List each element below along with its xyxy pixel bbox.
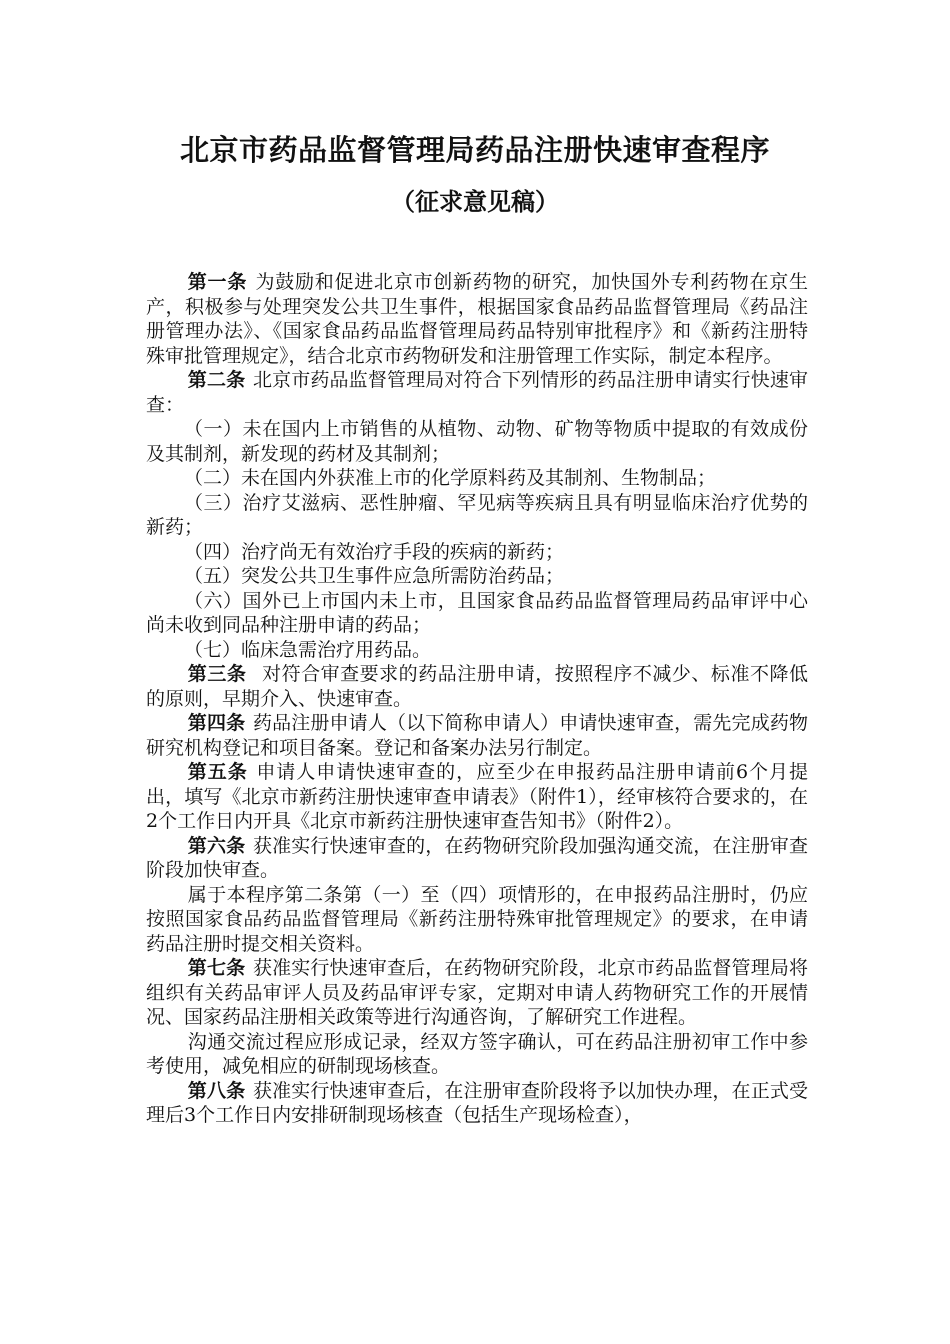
- article-text: 获准实行快速审查后，在药物研究阶段，北京市药品监督管理局将组织有关药品审评人员及药品审评专家，定期对申请人药物研究工作的开展情况、国家药品注册相关政策等进行沟通咨询，了解研究工作进程。: [146, 957, 808, 1028]
- article-text: 申请人申请快速审查的，应至少在申报药品注册申请前6个月提出，填写《北京市新药注册快速审查申请表》（附件1），经审核符合要求的，在2个工作日内开具《北京市新药注册快速审查告知书》（附件2）。: [146, 761, 808, 832]
- article-heading: 第四条: [187, 712, 246, 734]
- list-item: （四）治疗尚无有效治疗手段的疾病的新药；: [184, 540, 565, 563]
- article-8: [146, 1079, 808, 1128]
- list-item: （一）未在国内上市销售的从植物、动物、矿物等物质中提取的有效成份及其制剂，新发现的药材及其制剂；: [146, 418, 808, 465]
- article-text: 北京市药品监督管理局对符合下列情形的药品注册申请实行快速审查：: [146, 369, 808, 416]
- article-text: 获准实行快速审查的，在药物研究阶段加强沟通交流，在注册审查阶段加快审查。: [146, 834, 808, 881]
- article-text: 对符合审查要求的药品注册申请，按照程序不减少、标准不降低的原则，早期介入、快速审查。: [146, 663, 808, 710]
- article-text: 为鼓励和促进北京市创新药物的研究，加快国外专利药物在京生产，积极参与处理突发公共卫生事件，根据国家食品药品监督管理局《药品注册管理办法》、《国家食品药品监督管理局药品特别审批程序》和《新药注册特殊审批管理规定》，结合北京市药物研发和注册管理工作实际，制定本程序。: [146, 271, 808, 367]
- article-heading: 第三条: [187, 663, 247, 685]
- paragraph: 属于本程序第二条第（一）至（四）项情形的，在申报药品注册时，仍应按照国家食品药品监督管理局《新药注册特殊审批管理规定》的要求，在申请药品注册时提交相关资料。: [146, 883, 808, 955]
- article-1: [146, 270, 808, 368]
- article-heading: 第七条: [187, 957, 246, 979]
- article-heading: 第八条: [187, 1079, 246, 1102]
- list-item: （六）国外已上市国内未上市，且国家食品药品监督管理局药品审评中心尚未收到同品种注册申请的药品；: [146, 589, 808, 636]
- document-title: 北京市药品监督管理局药品注册快速审查程序: [179, 133, 770, 167]
- list-item: （二）未在国内外获准上市的化学原料药及其制剂、生物制品；: [184, 467, 717, 489]
- article-text: 药品注册申请人（以下简称申请人）申请快速审查，需先完成药物研究机构登记和项目备案。登记和备案办法另行制定。: [146, 712, 808, 759]
- article-heading: 第六条: [187, 834, 246, 857]
- list-item: （五）突发公共卫生事件应急所需防治药品；: [184, 565, 565, 587]
- article-3: [146, 662, 808, 711]
- article-5: [146, 760, 808, 834]
- article-6: [146, 834, 808, 883]
- article-7: [146, 956, 808, 1030]
- article-4: [146, 711, 808, 760]
- document-body: [146, 270, 808, 1128]
- list-item: （七）临床急需治疗用药品。: [184, 638, 432, 661]
- article-2: [146, 368, 808, 417]
- article-heading: 第二条: [187, 369, 246, 391]
- article-heading: 第五条: [187, 761, 248, 783]
- article-heading: 第一条: [187, 271, 248, 293]
- article-text: 获准实行快速审查后，在注册审查阶段将予以加快办理，在正式受理后3个工作日内安排研制现场核查（包括生产现场检查），: [146, 1079, 808, 1126]
- list-item: （三）治疗艾滋病、恶性肿瘤、罕见病等疾病且具有明显临床治疗优势的新药；: [146, 491, 808, 538]
- document-subtitle: （征求意见稿）: [391, 187, 559, 216]
- paragraph: 沟通交流过程应形成记录，经双方签字确认，可在药品注册初审工作中参考使用，减免相应的研制现场核查。: [146, 1030, 808, 1077]
